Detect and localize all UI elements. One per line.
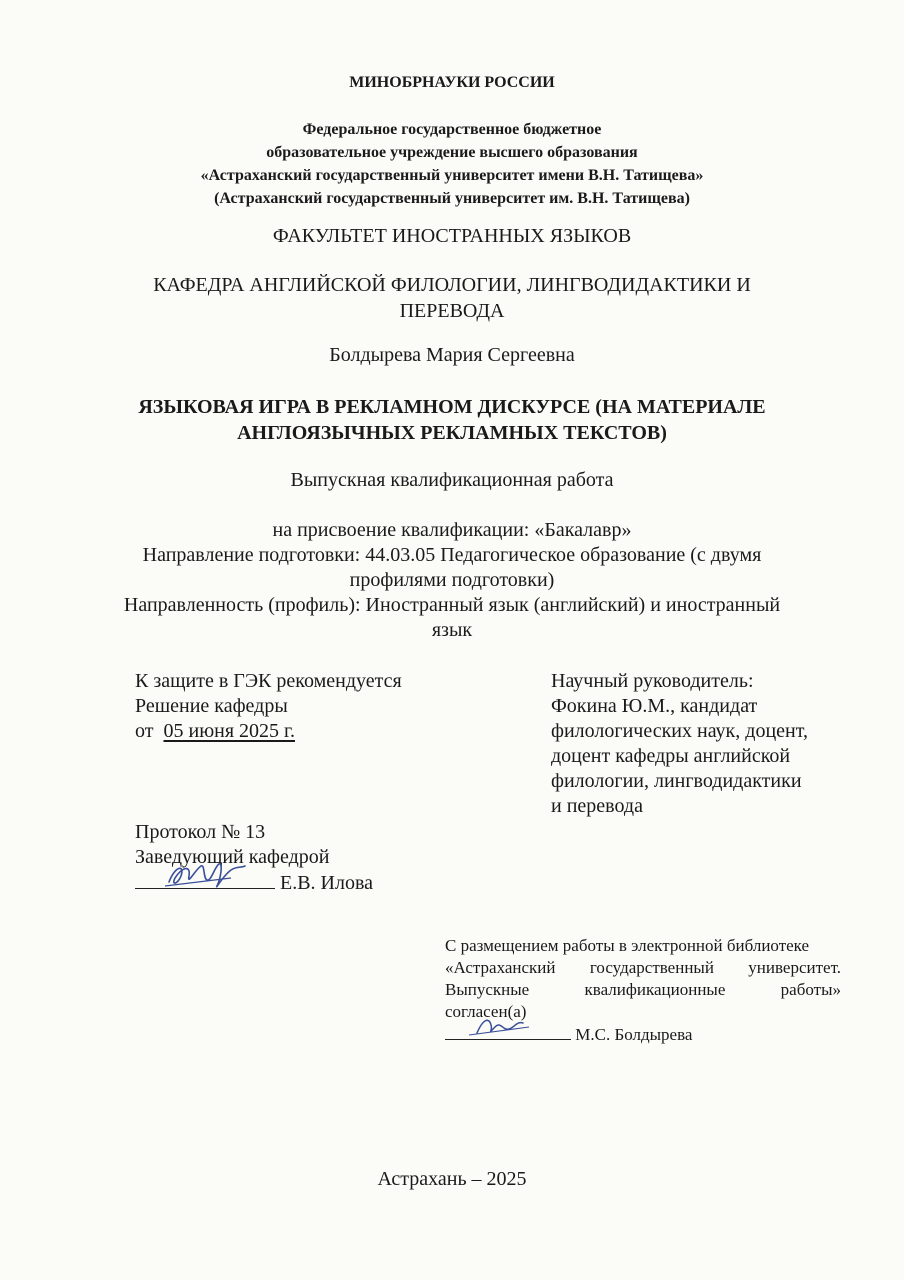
signature-blank (135, 870, 275, 889)
signer-name: М.С. Болдырева (575, 1025, 693, 1044)
supervisor-line: филологии, лингводидактики (551, 770, 802, 792)
qualification-line: на присвоение квалификации: «Бакалавр» (272, 519, 632, 541)
department-line: КАФЕДРА АНГЛИЙСКОЙ ФИЛОЛОГИИ, ЛИНГВОДИДАКТИКИ И (153, 274, 751, 296)
qualification-block (0, 518, 904, 643)
supervisor-line: Фокина Ю.М., кандидат (551, 695, 758, 717)
department-block (0, 272, 904, 324)
defense-date: 05 июня 2025 г. (163, 720, 295, 742)
date-prefix: от (135, 720, 154, 742)
qualification-line: профилями подготовки) (349, 569, 555, 591)
signature-icon (467, 1011, 537, 1041)
institution-line: образовательное учреждение высшего образования (266, 144, 638, 161)
library-line: согласен(а) (445, 1002, 527, 1021)
title-line: АНГЛОЯЗЫЧНЫХ РЕКЛАМНЫХ ТЕКСТОВ) (237, 422, 667, 444)
head-name: Е.В. Илова (280, 872, 374, 894)
institution-line: (Астраханский государственный университет им. В.Н. Татищева) (214, 190, 690, 207)
qualification-line: Направленность (профиль): Иностранный язык (английский) и иностранный (123, 594, 781, 616)
faculty-name: ФАКУЛЬТЕТ ИНОСТРАННЫХ ЯЗЫКОВ (272, 225, 632, 247)
library-line: Выпускные квалификационные работы» (445, 980, 841, 999)
institution-line: «Астраханский государственный университет имени В.Н. Татищева» (200, 167, 704, 184)
supervisor-line: доцент кафедры английской (551, 745, 791, 767)
supervisor-line: и перевода (551, 795, 643, 817)
author-name: Болдырева Мария Сергеевна (329, 344, 575, 366)
department-line: ПЕРЕВОДА (399, 300, 505, 322)
institution-block (0, 118, 904, 210)
library-line: «Астраханский государственный университет. (445, 958, 841, 977)
defense-decision: Решение кафедры (135, 695, 288, 717)
thesis-title (0, 394, 904, 446)
supervisor-line: филологических наук, доцент, (551, 720, 808, 742)
signature-blank (445, 1023, 571, 1040)
library-consent (445, 935, 841, 1046)
library-line: С размещением работы в электронной библиотеке (445, 936, 810, 955)
defense-recommend: К защите в ГЭК рекомендуется (135, 670, 402, 692)
institution-line: Федеральное государственное бюджетное (302, 121, 602, 138)
ministry-name: МИНОБРНАУКИ РОССИИ (349, 74, 555, 91)
defense-block (135, 669, 402, 744)
supervisor-line: Научный руководитель: (551, 670, 754, 692)
title-line: ЯЗЫКОВАЯ ИГРА В РЕКЛАМНОМ ДИСКУРСЕ (НА МАТЕРИАЛЕ (138, 396, 766, 418)
defense-date-line (135, 719, 402, 744)
signature-icon (161, 856, 251, 894)
protocol-number: Протокол № 13 (135, 821, 266, 843)
qualification-line: язык (431, 619, 473, 641)
work-type: Выпускная квалификационная работа (290, 469, 614, 491)
protocol-block (135, 820, 373, 896)
library-signature-line (445, 1023, 841, 1046)
head-signature-line (135, 870, 373, 896)
city-year: Астрахань – 2025 (377, 1168, 527, 1190)
qualification-line: Направление подготовки: 44.03.05 Педагогическое образование (с двумя (142, 544, 762, 566)
supervisor-block (551, 669, 808, 819)
head-label: Заведующий кафедрой (135, 846, 330, 868)
